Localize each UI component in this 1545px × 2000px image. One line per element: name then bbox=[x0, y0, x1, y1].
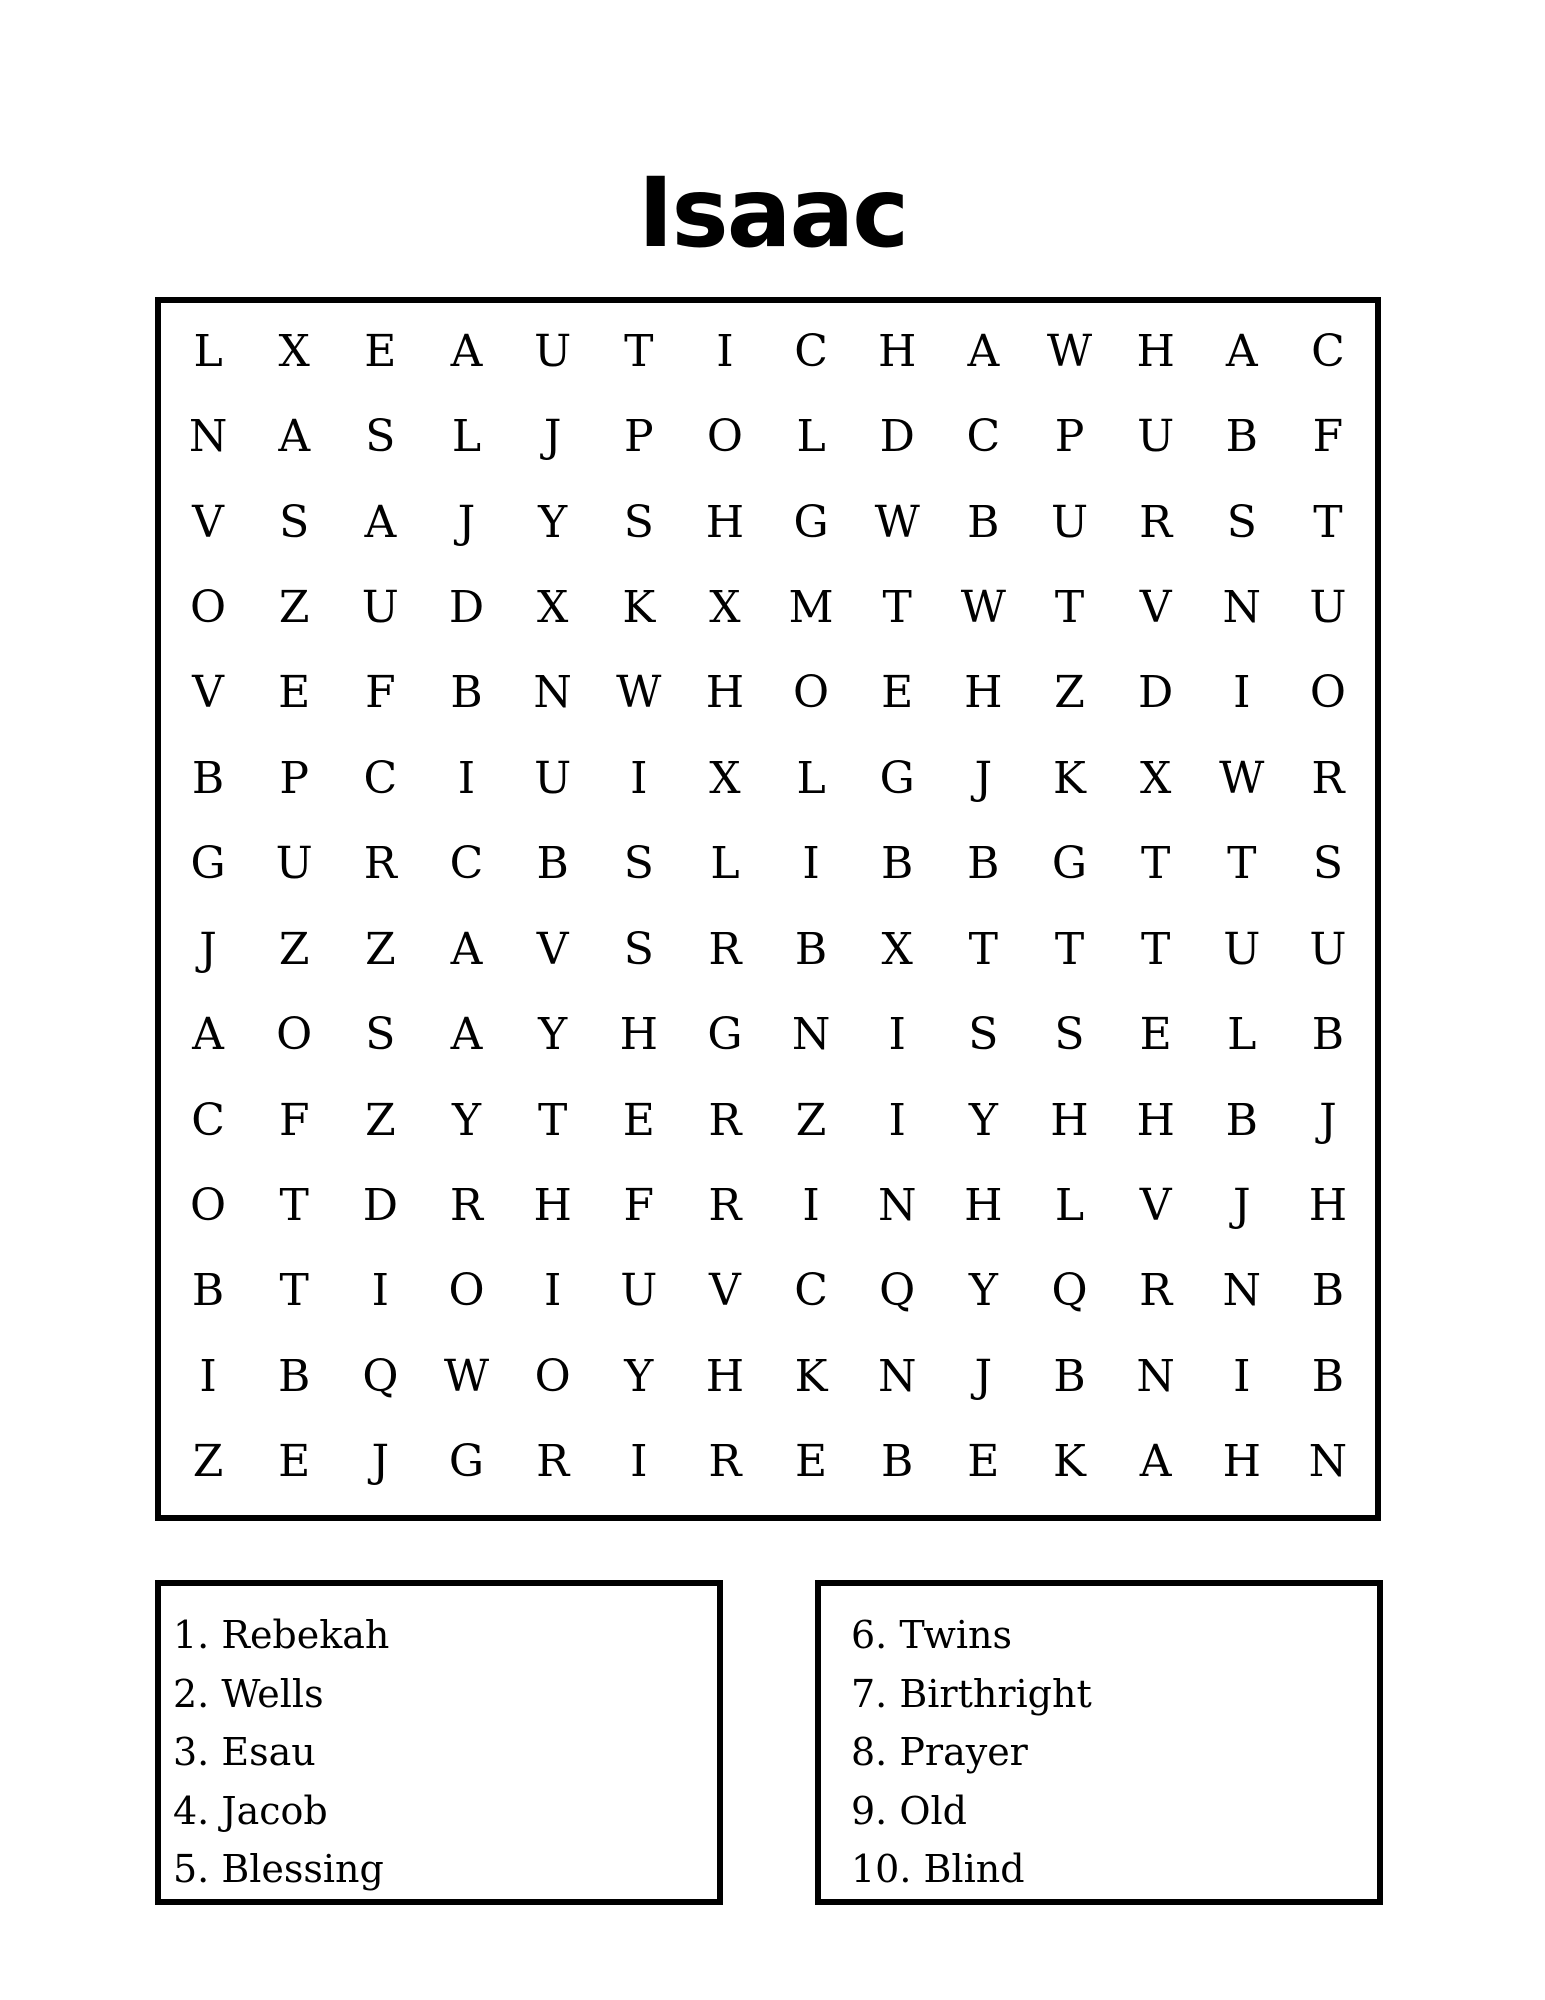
grid-cell[interactable]: W bbox=[443, 1350, 490, 1402]
grid-cell[interactable]: T bbox=[968, 923, 999, 975]
grid-cell[interactable]: N bbox=[1222, 1265, 1262, 1317]
grid-cell[interactable]: V bbox=[709, 1265, 741, 1317]
grid-cell[interactable]: A bbox=[192, 1009, 224, 1061]
grid-cell[interactable]: Z bbox=[1054, 667, 1085, 719]
grid-cell[interactable]: R bbox=[1311, 752, 1345, 804]
grid-cell[interactable]: J bbox=[457, 496, 476, 548]
grid-cell[interactable]: R bbox=[1139, 496, 1173, 548]
grid-cell[interactable]: L bbox=[710, 838, 740, 890]
grid-cell[interactable]: V bbox=[536, 923, 569, 975]
grid-cell[interactable]: H bbox=[533, 1179, 572, 1231]
word-list-item: 6. Twins bbox=[851, 1613, 1012, 1657]
grid-cell[interactable]: J bbox=[371, 1436, 390, 1488]
grid-cell[interactable]: N bbox=[877, 1179, 917, 1231]
grid-cell[interactable]: H bbox=[964, 667, 1003, 719]
grid-cell[interactable]: B bbox=[191, 1265, 225, 1317]
grid-cell[interactable]: H bbox=[705, 1350, 745, 1402]
grid-cell[interactable]: T bbox=[1140, 923, 1171, 975]
word-list-item: 2. Wells bbox=[173, 1671, 324, 1716]
grid-cell[interactable]: X bbox=[709, 581, 741, 633]
grid-cell[interactable]: S bbox=[623, 496, 654, 548]
grid-cell[interactable]: I bbox=[1233, 1350, 1251, 1402]
grid-cell[interactable]: N bbox=[1136, 1350, 1175, 1402]
grid-cell[interactable]: K bbox=[794, 1350, 828, 1402]
grid-cell[interactable]: B bbox=[881, 1436, 914, 1488]
grid-cell[interactable]: A bbox=[1139, 1436, 1172, 1488]
grid-cell[interactable]: A bbox=[450, 1009, 483, 1061]
grid-cell[interactable]: X bbox=[1139, 752, 1172, 804]
grid-cell[interactable]: L bbox=[1054, 1179, 1085, 1231]
grid-cell[interactable]: T bbox=[279, 1265, 309, 1317]
grid-cell[interactable]: Y bbox=[538, 1009, 568, 1061]
grid-cell[interactable]: F bbox=[278, 1094, 310, 1146]
grid-cell[interactable]: H bbox=[1222, 1436, 1261, 1488]
grid-cell[interactable]: H bbox=[1136, 1094, 1175, 1146]
puzzle-title: Isaac bbox=[637, 157, 908, 269]
grid-cell[interactable]: A bbox=[450, 923, 483, 975]
grid-cell[interactable]: T bbox=[1140, 838, 1171, 890]
grid-cell[interactable]: G bbox=[707, 1009, 743, 1061]
grid-cell[interactable]: Q bbox=[879, 1265, 916, 1317]
grid-cell[interactable]: O bbox=[190, 1179, 227, 1231]
grid-cell[interactable]: J bbox=[974, 1350, 993, 1402]
grid-cell[interactable]: G bbox=[190, 838, 226, 890]
grid-cell[interactable]: C bbox=[449, 838, 484, 890]
grid-cell[interactable]: E bbox=[622, 1094, 655, 1146]
word-list-item: 1. Rebekah bbox=[173, 1613, 390, 1657]
grid-cell[interactable]: P bbox=[279, 752, 310, 804]
grid-cell[interactable]: R bbox=[449, 1179, 484, 1231]
grid-cell[interactable]: C bbox=[363, 752, 398, 804]
grid-cell[interactable]: F bbox=[365, 667, 396, 719]
grid-cell[interactable]: D bbox=[362, 1179, 398, 1231]
grid-cell[interactable]: Z bbox=[365, 1094, 396, 1146]
grid-cell[interactable]: V bbox=[1139, 581, 1172, 633]
grid-cell[interactable]: I bbox=[630, 752, 648, 804]
grid-cell[interactable]: Z bbox=[365, 923, 396, 975]
grid-cell[interactable]: U bbox=[361, 581, 399, 633]
grid-cell[interactable]: H bbox=[619, 1009, 658, 1061]
grid-cell[interactable]: V bbox=[192, 667, 224, 719]
grid-cell[interactable]: I bbox=[543, 1265, 562, 1317]
grid-cell[interactable]: S bbox=[365, 411, 396, 463]
grid-cell[interactable]: Y bbox=[968, 1265, 998, 1317]
grid-cell[interactable]: S bbox=[1054, 1009, 1085, 1061]
grid-cell[interactable]: A bbox=[1225, 325, 1258, 377]
word-list-item: 10. Blind bbox=[851, 1847, 1025, 1891]
grid-cell[interactable]: N bbox=[533, 667, 572, 719]
grid-cell[interactable]: W bbox=[960, 581, 1006, 633]
word-list-item: 9. Old bbox=[851, 1788, 967, 1833]
grid-cell[interactable]: V bbox=[1139, 1179, 1172, 1231]
grid-cell[interactable]: U bbox=[534, 752, 572, 804]
grid-cell[interactable]: O bbox=[706, 411, 743, 463]
grid-cell[interactable]: B bbox=[191, 752, 225, 804]
grid-cell[interactable]: I bbox=[371, 1265, 390, 1317]
grid-cell[interactable]: S bbox=[623, 923, 654, 975]
grid-cell[interactable]: D bbox=[448, 581, 485, 633]
grid-cell[interactable]: O bbox=[1309, 667, 1346, 719]
grid-cell[interactable]: E bbox=[967, 1436, 1000, 1488]
grid-cell[interactable]: I bbox=[457, 752, 476, 804]
grid-cell[interactable]: I bbox=[199, 1350, 217, 1402]
grid-cell[interactable]: S bbox=[1312, 838, 1343, 890]
grid-cell[interactable]: B bbox=[1053, 1350, 1086, 1402]
grid-cell[interactable]: C bbox=[794, 325, 828, 377]
grid-cell[interactable]: E bbox=[1139, 1009, 1172, 1061]
word-list-item: 5. Blessing bbox=[173, 1847, 384, 1891]
grid-cell[interactable]: B bbox=[1311, 1265, 1345, 1317]
grid-cell[interactable]: N bbox=[791, 1009, 831, 1061]
grid-cell[interactable]: J bbox=[543, 411, 562, 463]
grid-cell[interactable]: Z bbox=[278, 581, 310, 633]
grid-cell[interactable]: Z bbox=[278, 923, 310, 975]
grid-cell[interactable]: N bbox=[1308, 1436, 1348, 1488]
grid-cell[interactable]: E bbox=[278, 667, 311, 719]
grid-cell[interactable]: R bbox=[536, 1436, 570, 1488]
grid-cell[interactable]: T bbox=[624, 325, 654, 377]
grid-cell[interactable]: K bbox=[1053, 752, 1086, 804]
grid-cell[interactable]: B bbox=[450, 667, 483, 719]
grid-cell[interactable]: O bbox=[276, 1009, 313, 1061]
grid-cell[interactable]: U bbox=[534, 325, 572, 377]
grid-cell[interactable]: U bbox=[1309, 923, 1347, 975]
grid-cell[interactable]: J bbox=[974, 752, 993, 804]
grid-cell[interactable]: L bbox=[451, 411, 482, 463]
grid-cell[interactable]: J bbox=[199, 923, 217, 975]
grid-cell[interactable]: R bbox=[708, 1094, 742, 1146]
grid-cell[interactable]: C bbox=[191, 1094, 225, 1146]
grid-cell[interactable]: F bbox=[623, 1179, 655, 1231]
grid-cell[interactable]: U bbox=[620, 1265, 658, 1317]
grid-cell[interactable]: U bbox=[1050, 496, 1089, 548]
grid-cell[interactable]: G bbox=[1051, 838, 1088, 890]
grid-cell[interactable]: E bbox=[364, 325, 397, 377]
grid-cell[interactable]: B bbox=[1311, 1350, 1345, 1402]
grid-cell[interactable]: B bbox=[794, 923, 828, 975]
grid-cell[interactable]: B bbox=[967, 496, 1000, 548]
grid-cell[interactable]: N bbox=[1222, 581, 1262, 633]
grid-cell[interactable]: I bbox=[1233, 667, 1251, 719]
grid-cell[interactable]: H bbox=[1308, 1179, 1348, 1231]
grid-cell[interactable]: X bbox=[881, 923, 913, 975]
grid-cell[interactable]: P bbox=[1054, 411, 1085, 463]
grid-cell[interactable]: Z bbox=[795, 1094, 827, 1146]
grid-cell[interactable]: T bbox=[1227, 838, 1257, 890]
grid-cell[interactable]: Y bbox=[968, 1094, 998, 1146]
grid-cell[interactable]: S bbox=[279, 496, 310, 548]
grid-cell[interactable]: H bbox=[1050, 1094, 1089, 1146]
letter-grid bbox=[155, 297, 1381, 1521]
grid-cell[interactable]: O bbox=[793, 667, 830, 719]
grid-cell[interactable]: B bbox=[1225, 1094, 1258, 1146]
grid-cell[interactable]: T bbox=[1054, 581, 1085, 633]
grid-cell[interactable]: C bbox=[966, 411, 1001, 463]
grid-cell[interactable]: X bbox=[709, 752, 741, 804]
grid-cell[interactable]: W bbox=[874, 496, 920, 548]
grid-cell[interactable]: L bbox=[796, 752, 826, 804]
grid-cell[interactable]: T bbox=[279, 1179, 309, 1231]
grid-cell[interactable]: P bbox=[623, 411, 654, 463]
grid-cell[interactable]: L bbox=[193, 325, 223, 377]
grid-cell[interactable]: A bbox=[278, 411, 311, 463]
grid-cell[interactable]: T bbox=[1054, 923, 1085, 975]
grid-cell[interactable]: Q bbox=[362, 1350, 399, 1402]
word-list-right bbox=[815, 1580, 1383, 1905]
grid-cell[interactable]: U bbox=[1223, 923, 1261, 975]
grid-cell[interactable]: I bbox=[716, 325, 734, 377]
grid-cell[interactable]: Y bbox=[538, 496, 568, 548]
grid-cell[interactable]: Q bbox=[1051, 1265, 1088, 1317]
word-list-item: 3. Esau bbox=[173, 1730, 316, 1774]
grid-cell[interactable]: Y bbox=[624, 1350, 654, 1402]
grid-cell[interactable]: W bbox=[1046, 325, 1093, 377]
grid-cell[interactable]: C bbox=[794, 1265, 828, 1317]
grid-cell[interactable]: J bbox=[1232, 1179, 1251, 1231]
word-list-left bbox=[155, 1580, 723, 1905]
grid-cell[interactable]: N bbox=[188, 411, 228, 463]
grid-cell[interactable]: S bbox=[365, 1009, 396, 1061]
grid-cell[interactable]: A bbox=[967, 325, 1000, 377]
grid-cell[interactable]: L bbox=[796, 411, 826, 463]
grid-cell[interactable]: O bbox=[448, 1265, 485, 1317]
grid-cell[interactable]: I bbox=[630, 1436, 648, 1488]
grid-cell[interactable]: I bbox=[802, 1179, 820, 1231]
grid-cell[interactable]: D bbox=[1137, 667, 1174, 719]
grid-cell[interactable]: K bbox=[622, 581, 656, 633]
grid-cell[interactable]: A bbox=[364, 496, 397, 548]
grid-cell[interactable]: R bbox=[1139, 1265, 1173, 1317]
grid-cell[interactable]: T bbox=[882, 581, 912, 633]
grid-cell[interactable]: E bbox=[278, 1436, 311, 1488]
grid-cell[interactable]: R bbox=[708, 1436, 742, 1488]
grid-cell[interactable]: O bbox=[534, 1350, 571, 1402]
grid-cell[interactable]: B bbox=[536, 838, 569, 890]
grid-cell[interactable]: H bbox=[964, 1179, 1003, 1231]
grid-cell[interactable]: U bbox=[275, 838, 313, 890]
grid-cell[interactable]: T bbox=[1313, 496, 1343, 548]
grid-cell[interactable]: D bbox=[879, 411, 915, 463]
grid-cell[interactable]: L bbox=[1227, 1009, 1257, 1061]
grid-cell[interactable]: R bbox=[708, 1179, 742, 1231]
grid-cell[interactable]: I bbox=[888, 1009, 906, 1061]
grid-cell[interactable]: W bbox=[1219, 752, 1265, 804]
grid-cell[interactable]: H bbox=[705, 667, 745, 719]
grid-cell[interactable]: C bbox=[1311, 325, 1345, 377]
grid-cell[interactable]: U bbox=[1309, 581, 1347, 633]
grid-cell[interactable]: E bbox=[881, 667, 914, 719]
grid-cell[interactable]: M bbox=[788, 581, 834, 633]
grid-cell[interactable]: J bbox=[1319, 1094, 1337, 1146]
grid-cell[interactable]: B bbox=[881, 838, 914, 890]
grid-cell[interactable]: R bbox=[708, 923, 742, 975]
grid-cell[interactable]: F bbox=[1312, 411, 1344, 463]
grid-cell[interactable]: Y bbox=[451, 1094, 482, 1146]
grid-cell[interactable]: B bbox=[278, 1350, 311, 1402]
grid-cell[interactable]: A bbox=[450, 325, 483, 377]
grid-cell[interactable]: S bbox=[968, 1009, 999, 1061]
word-list-item: 8. Prayer bbox=[851, 1730, 1028, 1774]
grid-cell[interactable]: H bbox=[878, 325, 917, 377]
grid-cell[interactable]: S bbox=[623, 838, 654, 890]
grid-cell[interactable]: V bbox=[192, 496, 224, 548]
grid-cell[interactable]: X bbox=[536, 581, 569, 633]
grid-cell[interactable]: B bbox=[967, 838, 1000, 890]
grid-cell[interactable]: K bbox=[1053, 1436, 1086, 1488]
grid-cell[interactable]: S bbox=[1226, 496, 1257, 548]
grid-cell[interactable]: R bbox=[363, 838, 397, 890]
grid-cell[interactable]: G bbox=[448, 1436, 485, 1488]
grid-cell[interactable]: E bbox=[795, 1436, 828, 1488]
grid-cell[interactable]: I bbox=[888, 1094, 906, 1146]
grid-cell[interactable]: N bbox=[877, 1350, 917, 1402]
grid-cell[interactable]: B bbox=[1225, 411, 1258, 463]
grid-cell[interactable]: X bbox=[278, 325, 310, 377]
grid-cell[interactable]: H bbox=[1136, 325, 1175, 377]
grid-cell[interactable]: T bbox=[537, 1094, 568, 1146]
grid-cell[interactable]: B bbox=[1311, 1009, 1345, 1061]
grid-cell[interactable]: H bbox=[705, 496, 745, 548]
word-list-item: 4. Jacob bbox=[173, 1788, 328, 1833]
grid-cell[interactable]: G bbox=[793, 496, 829, 548]
grid-cell[interactable]: O bbox=[190, 581, 227, 633]
grid-cell[interactable]: Z bbox=[192, 1436, 224, 1488]
grid-cell[interactable]: W bbox=[616, 667, 662, 719]
grid-cell[interactable]: U bbox=[1137, 411, 1175, 463]
word-list-item: 7. Birthright bbox=[851, 1671, 1092, 1716]
grid-cell[interactable]: G bbox=[879, 752, 915, 804]
grid-cell[interactable]: I bbox=[802, 838, 820, 890]
